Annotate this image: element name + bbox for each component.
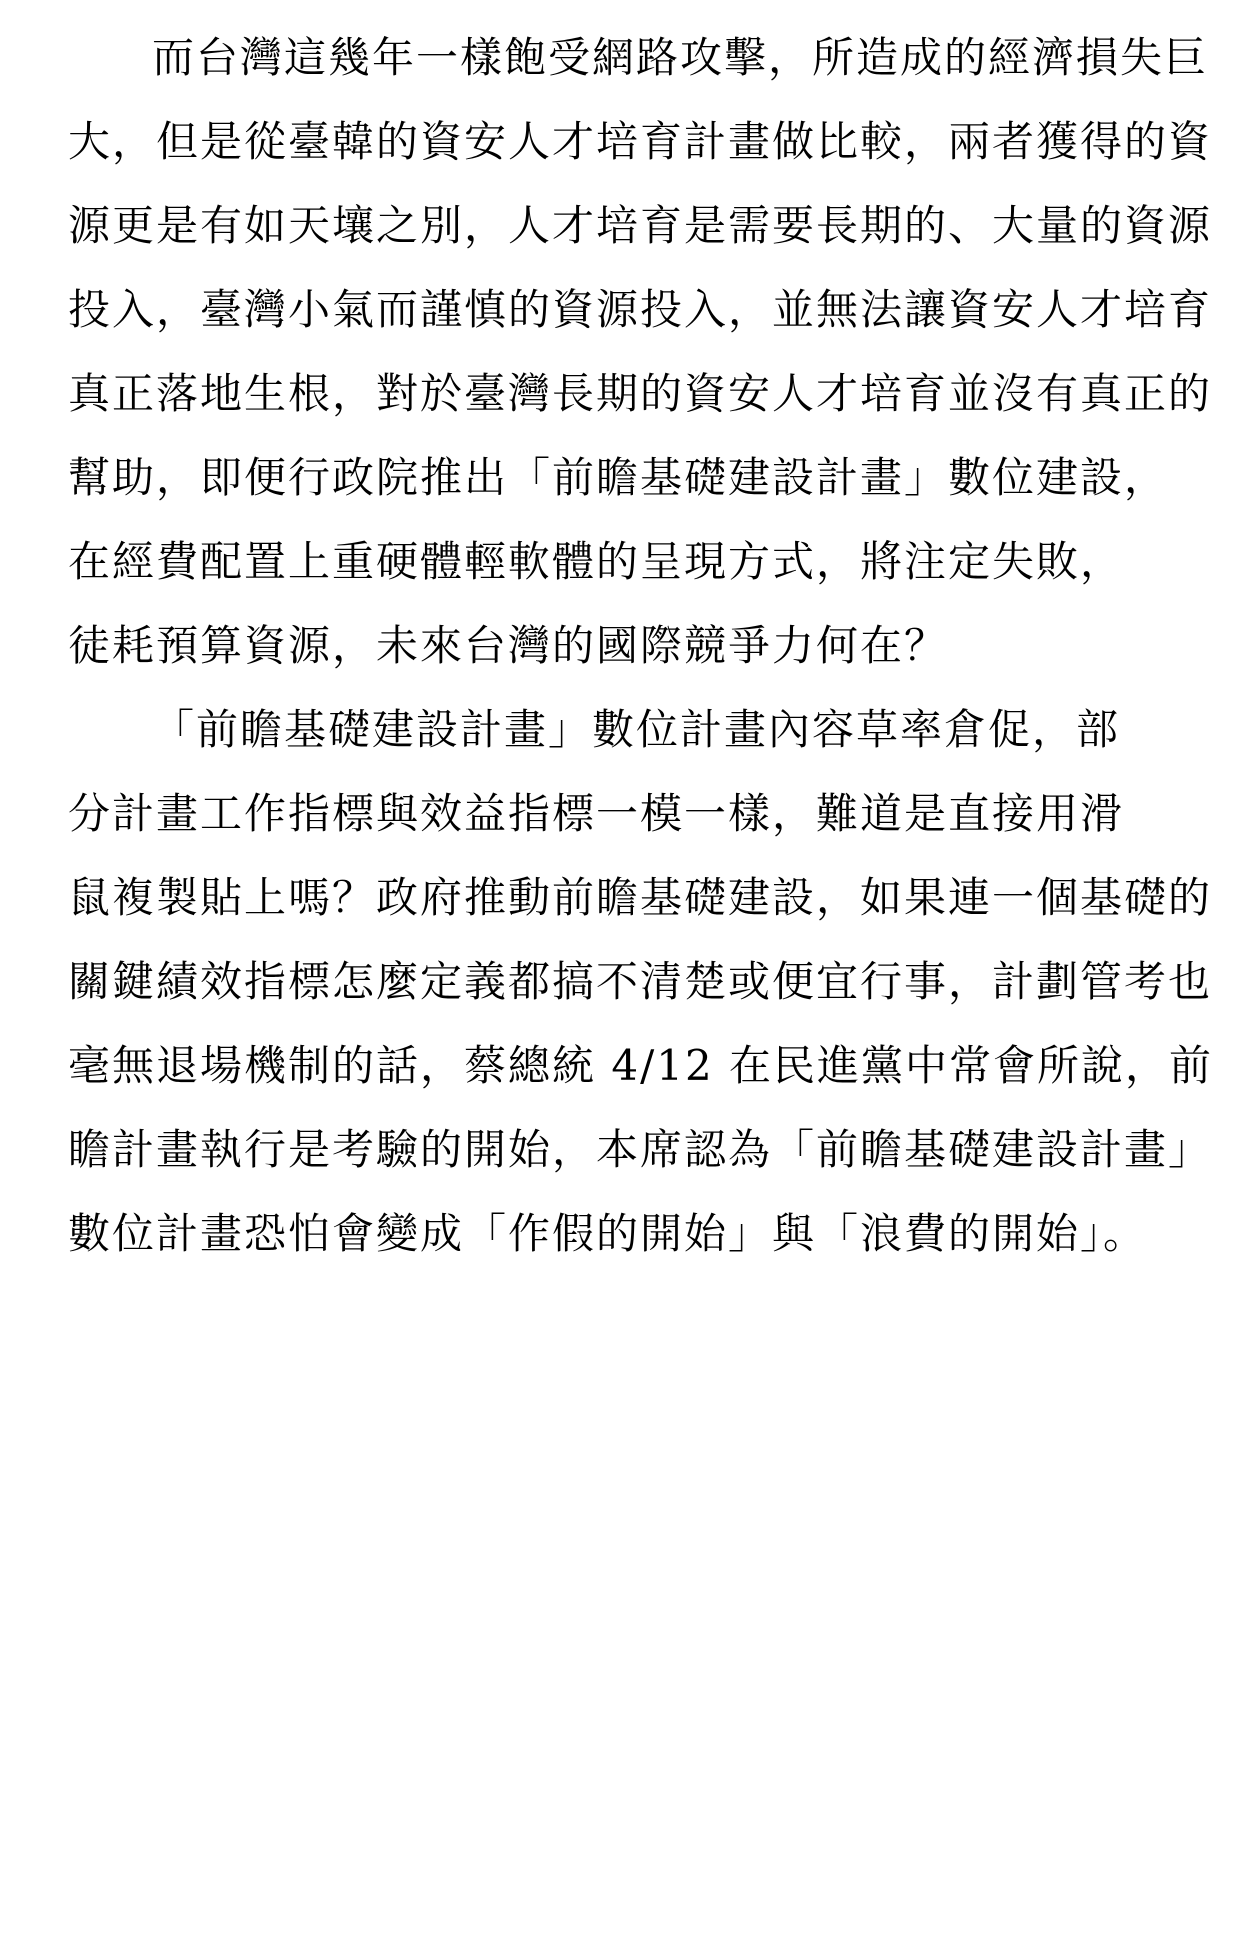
paragraph-2-line-4: 關鍵績效指標怎麼定義都搞不清楚或便宜行事，計劃管考也 <box>68 957 1213 1006</box>
paragraph-2-line-6: 瞻計畫執行是考驗的開始，本席認為「前瞻基礎建設計畫」 <box>68 1125 1213 1174</box>
paragraph-1-line-4: 投入，臺灣小氣而謹慎的資源投入，並無法讓資安人才培育 <box>68 285 1213 334</box>
paragraph-2-line-3: 鼠複製貼上嗎？政府推動前瞻基礎建設，如果連一個基礎的 <box>68 873 1213 922</box>
paragraph-1-line-8: 徒耗預算資源，未來台灣的國際競爭力何在？ <box>68 621 949 670</box>
paragraph-2-line-2: 分計畫工作指標與效益指標一模一樣，難道是直接用滑 <box>68 789 1125 838</box>
paragraph-1-line-2: 大，但是從臺韓的資安人才培育計畫做比較，兩者獲得的資 <box>68 117 1213 166</box>
paragraph-2-line-5: 毫無退場機制的話，蔡總統 4/12 在民進黨中常會所說，前 <box>68 1041 1214 1090</box>
paragraph-1-line-6: 幫助，即便行政院推出「前瞻基礎建設計畫」數位建設， <box>68 453 1169 502</box>
paragraph-2-line-7: 數位計畫恐怕會變成「作假的開始」與「浪費的開始」。 <box>68 1209 1148 1258</box>
paragraph-1-line-3: 源更是有如天壤之別，人才培育是需要長期的、大量的資源 <box>68 201 1213 250</box>
paragraph-1-line-1: 而台灣這幾年一樣飽受網路攻擊，所造成的經濟損失巨 <box>152 33 1209 82</box>
paragraph-1-line-5: 真正落地生根，對於臺灣長期的資安人才培育並沒有真正的 <box>68 369 1213 418</box>
paragraph-2-line-1: 「前瞻基礎建設計畫」數位計畫內容草率倉促，部 <box>152 705 1121 754</box>
paragraph-1-line-7: 在經費配置上重硬體輕軟體的呈現方式，將注定失敗， <box>68 537 1125 586</box>
